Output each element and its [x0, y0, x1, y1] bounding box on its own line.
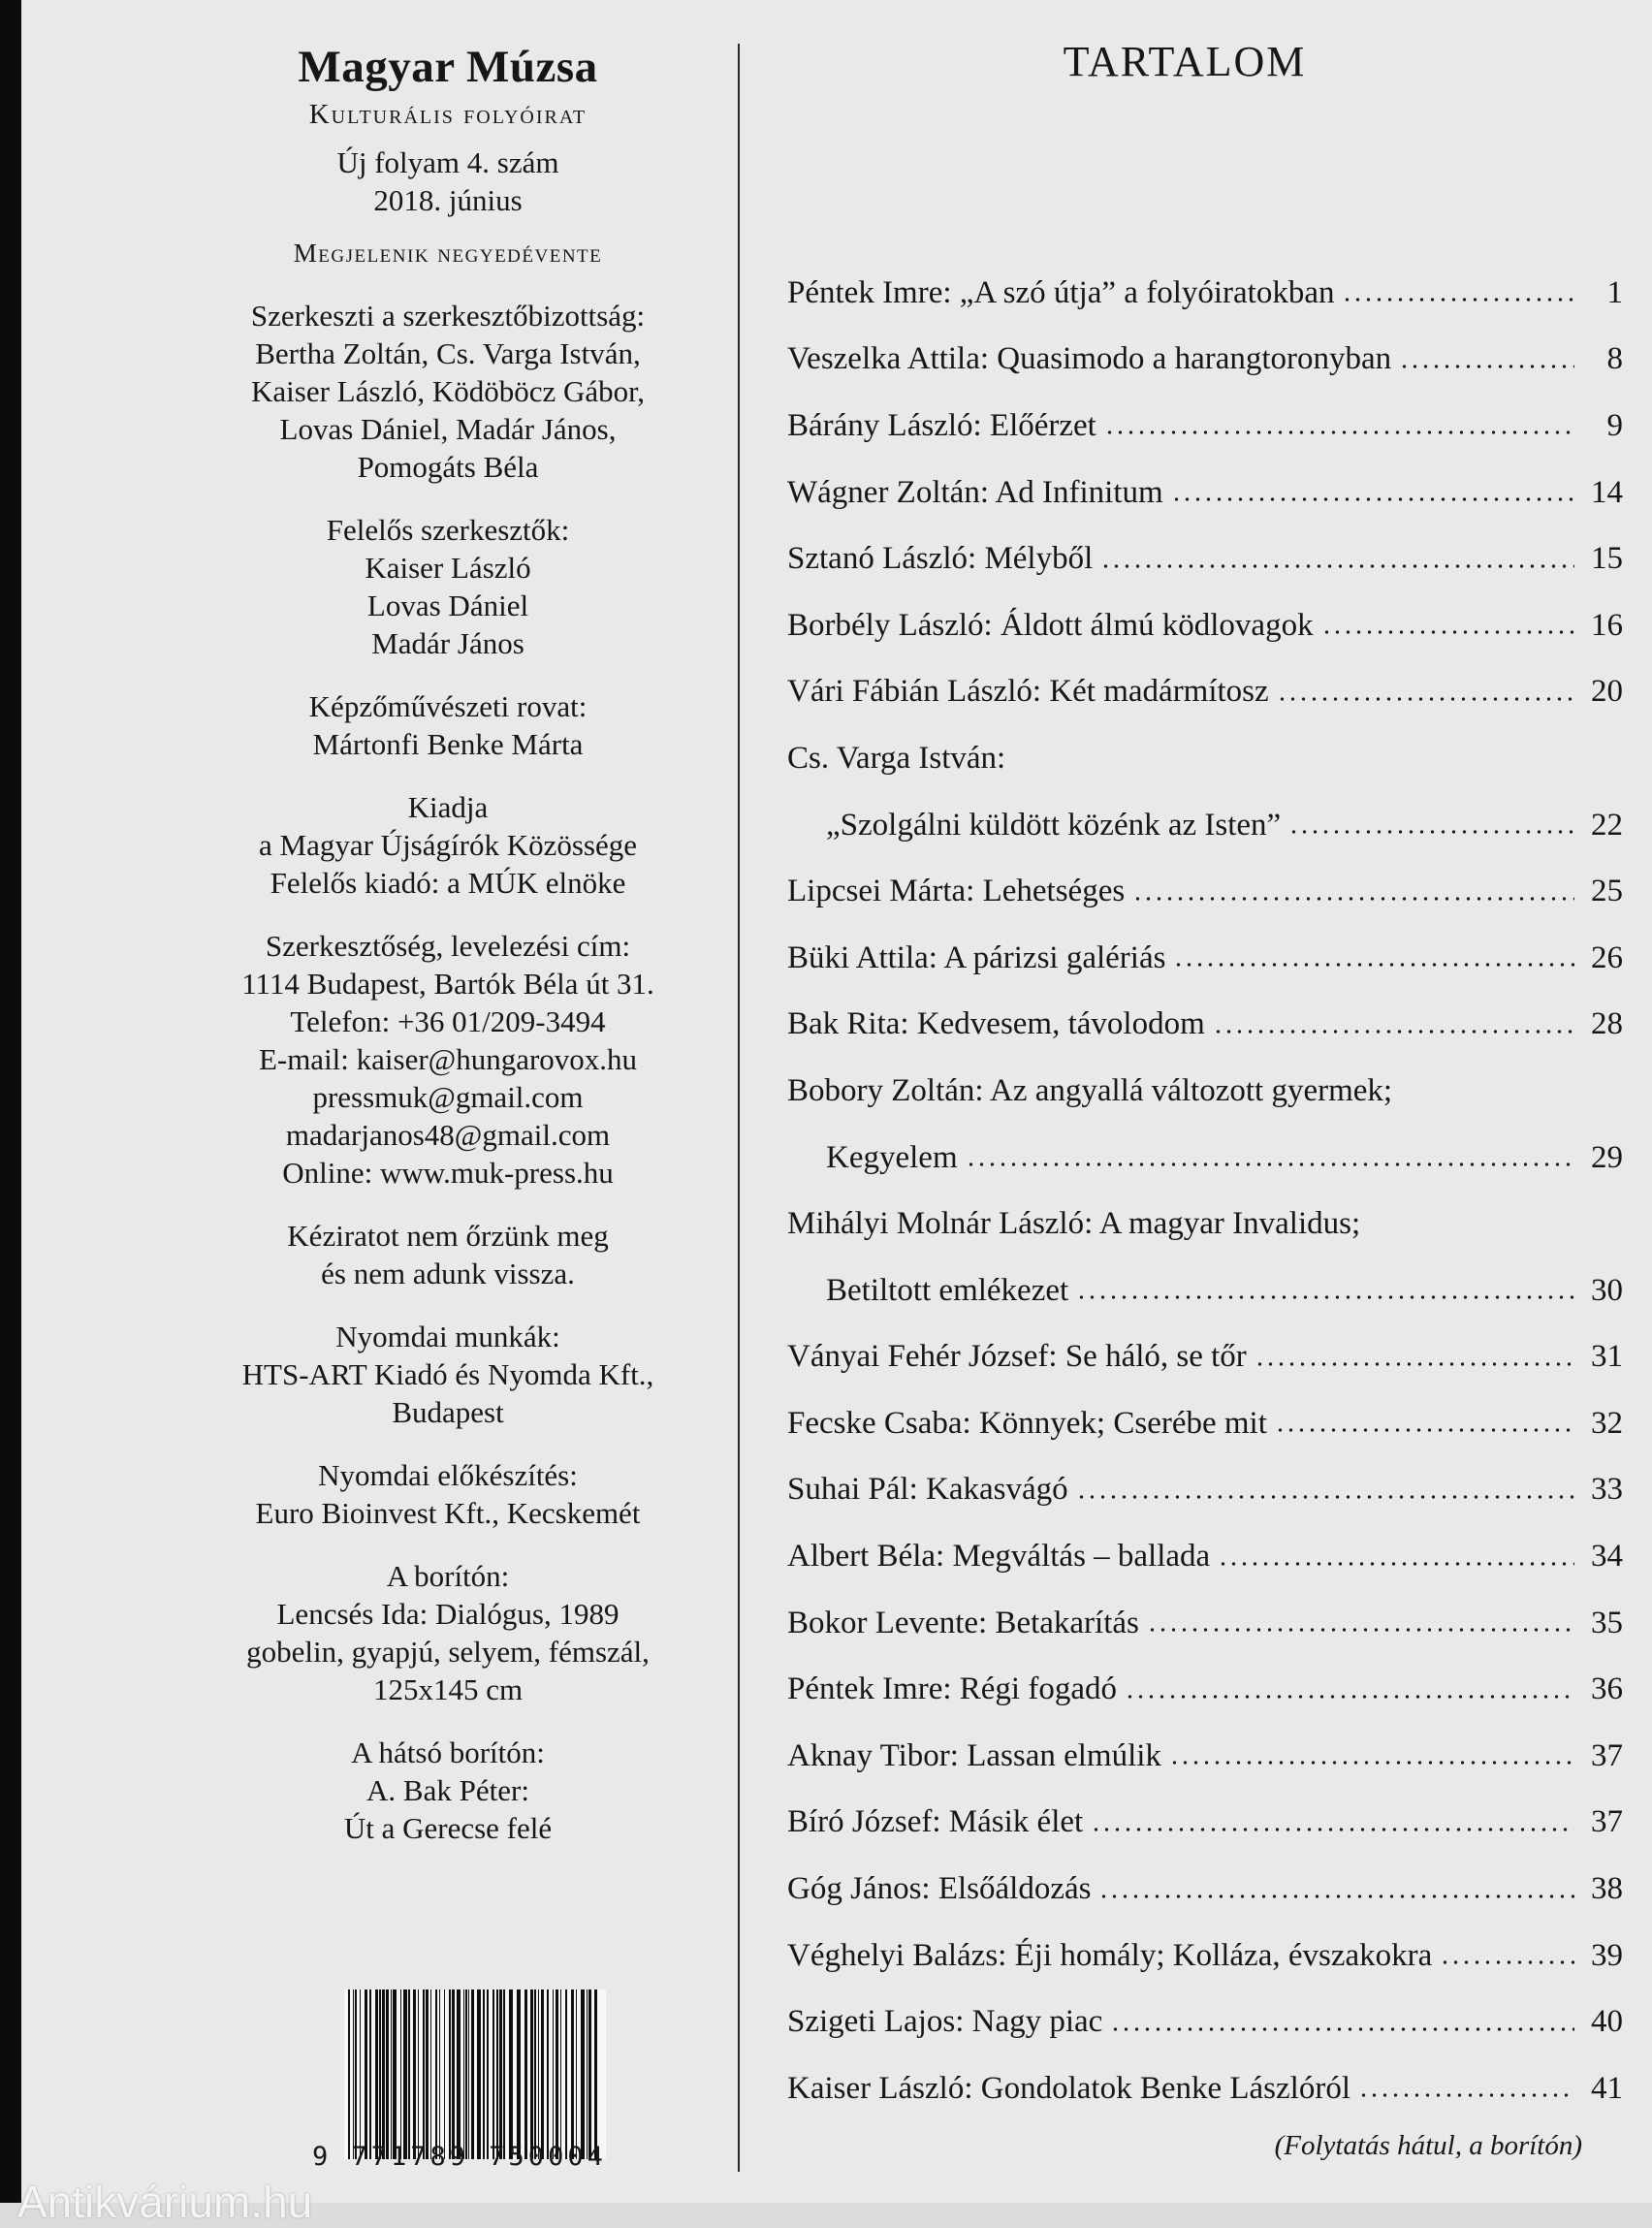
colophon-block — [196, 1217, 700, 1292]
toc-page-number: 16 — [1591, 607, 1623, 643]
toc-page-number: 26 — [1591, 939, 1623, 975]
barcode-bar — [400, 1989, 401, 2159]
barcode-icon — [344, 1989, 606, 2159]
barcode-bar — [465, 1989, 467, 2159]
toc-entry-title: Véghelyi Balázs: Éji homály; Kolláza, évszakokra — [787, 1937, 1433, 1973]
issue-info — [196, 143, 700, 219]
colophon-line: HTS-ART Kiadó és Nyomda Kft., — [241, 1357, 654, 1391]
dot-leader — [1342, 297, 1574, 302]
colophon-line: A hátsó borítón: — [351, 1735, 545, 1769]
barcode-bar — [360, 1989, 361, 2159]
toc-page-number: 31 — [1591, 1339, 1623, 1375]
toc-page-number: 37 — [1591, 1804, 1623, 1840]
dot-leader — [1288, 829, 1574, 835]
toc-page-number: 22 — [1591, 807, 1623, 843]
colophon-line: Pomogáts Béla — [357, 450, 539, 484]
toc-page-number: 1 — [1606, 274, 1623, 310]
toc-entry-title: Bíró József: Másik élet — [787, 1804, 1084, 1840]
toc-entry-title: Góg János: Elsőáldozás — [787, 1871, 1092, 1907]
toc-page-number: 9 — [1606, 407, 1623, 443]
toc-entry-title: Büki Attila: A párizsi galériás — [787, 939, 1166, 975]
toc-entry-title: Lipcsei Márta: Lehetséges — [787, 874, 1126, 909]
toc-entry-title: Aknay Tibor: Lassan elmúlik — [787, 1737, 1161, 1773]
barcode-bar — [463, 1989, 464, 2159]
barcode-bar — [430, 1989, 431, 2159]
dot-leader — [1104, 430, 1574, 435]
dot-leader — [1358, 2092, 1574, 2098]
dot-leader — [1098, 1894, 1574, 1899]
dot-leader — [1275, 1427, 1574, 1433]
page-edge-shadow — [0, 0, 21, 2203]
barcode-bar — [403, 1989, 407, 2159]
dot-leader — [1277, 696, 1574, 702]
colophon-block — [196, 511, 700, 662]
toc-page-number: 33 — [1591, 1472, 1623, 1508]
toc-page-number: 20 — [1591, 674, 1623, 710]
colophon-line: madarjanos48@gmail.com — [285, 1118, 611, 1152]
toc-page-number: 32 — [1591, 1405, 1623, 1441]
toc-page-number: 36 — [1591, 1671, 1623, 1707]
issue-number: Új folyam 4. szám — [336, 145, 559, 179]
contents-title: TARTALOM — [1063, 38, 1307, 85]
continued-note: (Folytatás hátul, a borítón) — [1274, 2130, 1582, 2161]
barcode-bar — [547, 1989, 549, 2159]
colophon-block — [196, 1734, 700, 1847]
barcode-bar — [581, 1989, 585, 2159]
toc-entry-title: Ványai Fehér József: Se háló, se tőr — [787, 1339, 1247, 1375]
toc-entry — [787, 992, 1623, 1059]
colophon-column — [196, 39, 700, 1847]
toc-entry-title: Péntek Imre: Régi fogadó — [787, 1671, 1117, 1707]
barcode-bar — [471, 1989, 474, 2159]
barcode-bar — [534, 1989, 536, 2159]
colophon-line: Kaiser László — [365, 551, 531, 585]
toc-page-number: 15 — [1591, 541, 1623, 577]
toc-entry — [787, 1390, 1623, 1457]
magazine-title: Magyar Múzsa — [298, 42, 598, 92]
barcode-bar — [524, 1989, 527, 2159]
toc-entry — [787, 1790, 1623, 1857]
barcode-bar — [426, 1989, 429, 2159]
barcode-bar — [538, 1989, 539, 2159]
dot-leader — [1440, 1959, 1574, 1965]
barcode-bar — [587, 1989, 588, 2159]
dot-leader — [1076, 1494, 1574, 1500]
barcode-bar — [499, 1989, 502, 2159]
barcode-bar — [565, 1989, 567, 2159]
dot-leader — [1076, 1294, 1574, 1300]
toc-page-number: 25 — [1591, 874, 1623, 909]
dot-leader — [1321, 629, 1574, 635]
barcode-bar — [541, 1989, 544, 2159]
barcode-bar — [496, 1989, 498, 2159]
barcode-bar — [560, 1989, 561, 2159]
toc-entry — [787, 2055, 1623, 2122]
colophon-line: Szerkeszti a szerkesztőbizottság: — [250, 299, 646, 333]
toc-entry-title: Bobory Zoltán: Az angyallá változott gyermek; — [787, 1072, 1393, 1108]
colophon-line: Kéziratot nem őrzünk meg — [287, 1219, 609, 1253]
toc-entry — [787, 1989, 1623, 2055]
toc-entry-title: Veszelka Attila: Quasimodo a harangtoronyban — [787, 341, 1392, 377]
toc-entry — [787, 858, 1623, 925]
toc-entry — [787, 1656, 1623, 1723]
toc-entry — [787, 1191, 1623, 1257]
issue-date: 2018. június — [373, 183, 523, 217]
barcode-bar — [379, 1989, 381, 2159]
toc-entry — [787, 725, 1623, 792]
colophon-line: Felelős kiadó: a MÚK elnöke — [270, 866, 626, 900]
barcode-bar — [355, 1989, 357, 2159]
toc-entry-title: Szigeti Lajos: Nagy piac — [787, 2004, 1103, 2040]
toc-entry-title: Wágner Zoltán: Ad Infinitum — [787, 474, 1163, 510]
barcode-bar — [393, 1989, 397, 2159]
barcode-bar — [588, 1989, 591, 2159]
colophon-line: A borítón: — [386, 1559, 510, 1593]
colophon-block — [196, 297, 700, 486]
contents-list — [787, 260, 1623, 2122]
colophon-line: A. Bak Péter: — [366, 1773, 529, 1807]
colophon-blocks — [196, 297, 700, 1847]
barcode-bar — [487, 1989, 489, 2159]
publication-frequency: Megjelenik negyedévente — [293, 239, 603, 268]
barcode-bar — [503, 1989, 505, 2159]
barcode-bar — [369, 1989, 371, 2159]
barcode-bar — [449, 1989, 451, 2159]
colophon-line: Nyomdai munkák: — [335, 1320, 560, 1353]
colophon-line: Lovas Dániel, Madár János, — [279, 412, 617, 446]
colophon-line: a Magyar Újságírók Közössége — [259, 828, 637, 862]
toc-entry — [787, 925, 1623, 992]
barcode-bar — [413, 1989, 416, 2159]
barcode-bar — [435, 1989, 437, 2159]
toc-page-number: 40 — [1591, 2004, 1623, 2040]
colophon-line: gobelin, gyapjú, selyem, fémszál, — [246, 1635, 650, 1669]
colophon-block — [196, 687, 700, 763]
toc-entry-title: Bokor Levente: Betakarítás — [787, 1605, 1139, 1640]
colophon-line: Képzőművészeti rovat: — [308, 689, 588, 723]
toc-entry-title: Albert Béla: Megváltás – ballada — [787, 1539, 1211, 1575]
dot-leader — [1218, 1561, 1574, 1567]
toc-entry — [787, 327, 1623, 394]
toc-page-number: 41 — [1591, 2070, 1623, 2106]
toc-entry-title: „Szolgálni küldött közénk az Isten” — [826, 807, 1282, 843]
barcode-bar — [365, 1989, 367, 2159]
dot-leader — [1147, 1627, 1574, 1633]
toc-page-number: 29 — [1591, 1139, 1623, 1175]
toc-entry — [787, 1125, 1623, 1192]
barcode-bar — [348, 1989, 350, 2159]
toc-entry — [787, 1324, 1623, 1391]
toc-entry — [787, 1257, 1623, 1324]
toc-page-number: 38 — [1591, 1871, 1623, 1907]
barcode-bar — [468, 1989, 469, 2159]
barcode-bar — [553, 1989, 554, 2159]
colophon-line: 1114 Budapest, Bartók Béla út 31. — [241, 967, 654, 1001]
colophon-line: Madár János — [371, 626, 524, 660]
colophon-line: Euro Bioinvest Kft., Kecskemét — [255, 1496, 641, 1530]
barcode-bar — [492, 1989, 494, 2159]
toc-entry-title: Betiltott emlékezet — [826, 1272, 1069, 1308]
toc-entry — [787, 460, 1623, 526]
colophon-line: 125x145 cm — [372, 1672, 524, 1706]
colophon-line: Felelős szerkesztők: — [326, 513, 570, 547]
colophon-line: Nyomdai előkészítés: — [318, 1458, 578, 1492]
colophon-block — [196, 1318, 700, 1431]
barcode-bar — [444, 1989, 445, 2159]
toc-entry — [787, 1058, 1623, 1125]
colophon-line: Mártonfi Benke Márta — [312, 727, 584, 761]
colophon-block — [196, 788, 700, 902]
toc-page-number: 39 — [1591, 1937, 1623, 1973]
toc-page-number: 28 — [1591, 1006, 1623, 1042]
colophon-line: Telefon: +36 01/209-3494 — [290, 1004, 606, 1038]
barcode-bar — [353, 1989, 354, 2159]
column-divider — [738, 44, 740, 2172]
dot-leader — [1173, 962, 1574, 968]
colophon-block — [196, 1557, 700, 1708]
toc-entry — [787, 1923, 1623, 1989]
toc-entry-title: Bárány László: Előérzet — [787, 407, 1096, 443]
colophon-line: Út a Gerecse felé — [343, 1811, 553, 1845]
barcode-bar — [423, 1989, 425, 2159]
toc-entry-title: Kegyelem — [826, 1139, 958, 1175]
toc-entry — [787, 792, 1623, 859]
barcode-bar — [556, 1989, 558, 2159]
colophon-line: Lovas Dániel — [366, 589, 529, 622]
toc-entry-title: Vári Fábián László: Két madármítosz — [787, 674, 1269, 710]
barcode-bar — [571, 1989, 574, 2159]
barcode-bar — [382, 1989, 385, 2159]
barcode-bar — [408, 1989, 410, 2159]
dot-leader — [1132, 896, 1574, 902]
barcode-bar — [517, 1989, 521, 2159]
colophon-line: Lencsés Ida: Dialógus, 1989 — [276, 1597, 620, 1631]
colophon-line: Szerkesztőség, levelezési cím: — [265, 929, 631, 963]
toc-entry — [787, 659, 1623, 726]
toc-entry — [787, 1457, 1623, 1524]
dot-leader — [1110, 2026, 1574, 2032]
toc-page-number: 34 — [1591, 1539, 1623, 1575]
barcode-bar — [477, 1989, 481, 2159]
toc-entry-title: Borbély László: Áldott álmú ködlovagok — [787, 607, 1314, 643]
toc-entry — [787, 592, 1623, 659]
toc-entry — [787, 1856, 1623, 1923]
dot-leader — [1091, 1827, 1574, 1832]
barcode-bar — [457, 1989, 461, 2159]
colophon-line: pressmuk@gmail.com — [312, 1080, 584, 1114]
dot-leader — [1125, 1694, 1574, 1700]
colophon-line: Kaiser László, Ködöböcz Gábor, — [251, 374, 645, 408]
toc-entry-title: Péntek Imre: „A szó útja” a folyóiratokban — [787, 274, 1335, 310]
barcode-bar — [391, 1989, 392, 2159]
colophon-block — [196, 1456, 700, 1532]
magazine-subtitle: Kulturális folyóirat — [308, 99, 588, 130]
dot-leader — [1255, 1361, 1574, 1367]
colophon-line: Online: www.muk-press.hu — [282, 1156, 614, 1190]
dot-leader — [1169, 1760, 1574, 1766]
toc-page-number: 8 — [1606, 341, 1623, 377]
magazine-page — [17, 0, 1652, 2227]
toc-entry-title: Sztanó László: Mélyből — [787, 541, 1094, 577]
dot-leader — [966, 1162, 1574, 1167]
colophon-line: E-mail: kaiser@hungarovox.hu — [258, 1042, 638, 1076]
toc-entry — [787, 1590, 1623, 1657]
dot-leader — [1399, 364, 1574, 369]
toc-entry-title: Fecske Csaba: Könnyek; Cserébe mit — [787, 1405, 1267, 1441]
toc-entry — [787, 260, 1623, 327]
toc-entry — [787, 1723, 1623, 1790]
colophon-line: Bertha Zoltán, Cs. Varga István, — [255, 336, 641, 370]
toc-entry-title: Cs. Varga István: — [787, 740, 1006, 776]
barcode-image — [344, 1989, 606, 2159]
barcode-bar — [452, 1989, 455, 2159]
colophon-block — [196, 927, 700, 1192]
toc-page-number: 30 — [1591, 1272, 1623, 1308]
toc-entry-title: Mihályi Molnár László: A magyar Invalidus; — [787, 1206, 1361, 1242]
barcode-bar — [594, 1989, 597, 2159]
toc-page-number: 37 — [1591, 1737, 1623, 1773]
barcode-bar — [483, 1989, 485, 2159]
colophon-line: és nem adunk vissza. — [321, 1257, 575, 1290]
barcode-bar — [439, 1989, 440, 2159]
toc-entry — [787, 1523, 1623, 1590]
watermark-text: Antikvárium.hu — [17, 2177, 313, 2227]
barcode-number: 9 771789 750004 — [312, 2142, 607, 2172]
barcode-bar — [375, 1989, 378, 2159]
toc-page-number: 35 — [1591, 1605, 1623, 1640]
dot-leader — [1171, 496, 1574, 502]
barcode-bar — [576, 1989, 577, 2159]
colophon-line: Kiadja — [407, 790, 489, 824]
dot-leader — [1100, 563, 1574, 569]
toc-entry — [787, 393, 1623, 460]
barcode-bar — [386, 1989, 389, 2159]
barcode-bar — [509, 1989, 513, 2159]
toc-entry-title: Suhai Pál: Kakasvágó — [787, 1472, 1068, 1508]
toc-entry-title: Kaiser László: Gondolatok Benke Lászlóról — [787, 2070, 1350, 2106]
toc-entry-title: Bak Rita: Kedvesem, távolodom — [787, 1006, 1205, 1042]
toc-entry — [787, 525, 1623, 592]
dot-leader — [1213, 1029, 1574, 1034]
toc-page-number: 14 — [1591, 474, 1623, 510]
barcode-bar — [530, 1989, 533, 2159]
colophon-line: Budapest — [392, 1395, 504, 1429]
barcode-bar — [418, 1989, 419, 2159]
